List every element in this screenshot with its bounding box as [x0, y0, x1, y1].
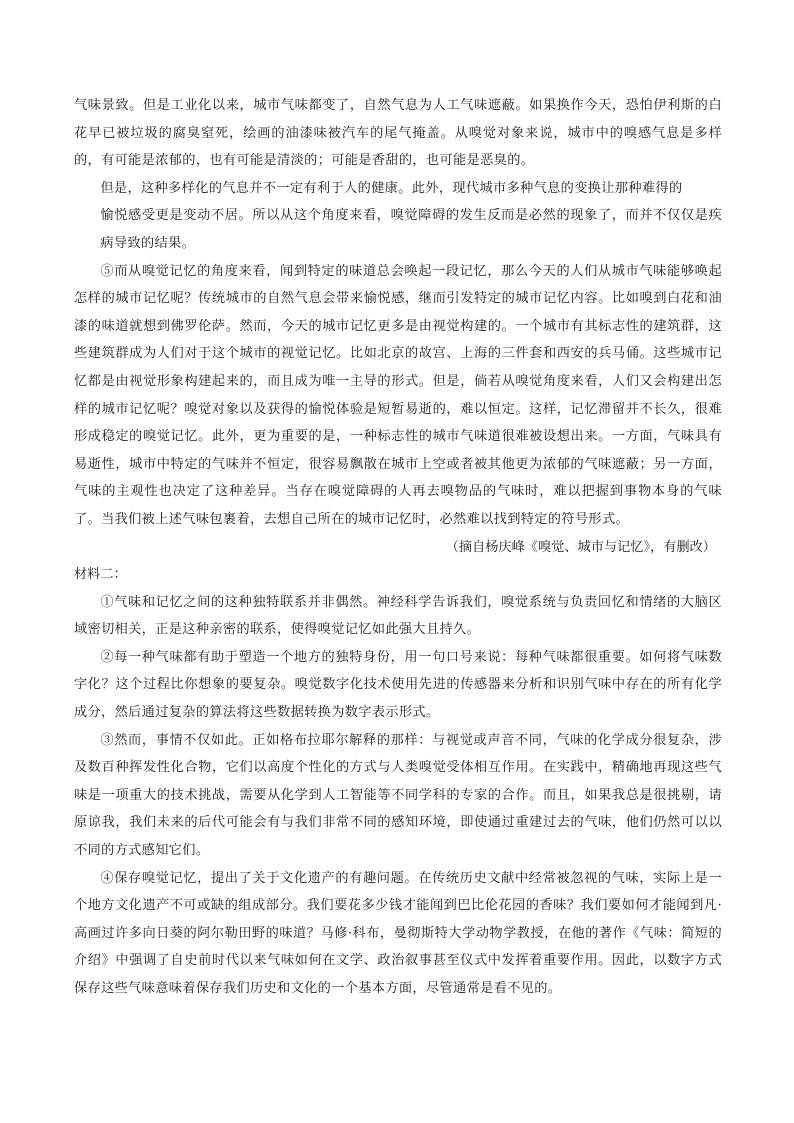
paragraph-5: ⑤而从嗅觉记忆的角度来看，闻到特定的味道总会唤起一段记忆，那么今天的人们从城市气味能够唤起怎样的城市记忆呢？传统城市的自然气息会带来愉悦感，继而引发特定的城市记忆内容。比如嗅到白花和油漆的味道就想到佛罗伦萨。然而，今天的城市记忆更多是由视觉构建的。一个城市有其标志性的建筑群，这些建筑群成为人们对于这个城市的视觉记忆。比如北京的故宫、上海的三件套和西安的兵马俑。这些城市记忆都是由视觉形象构建起来的，而且成为唯一主导的形式。但是，倘若从嗅觉角度来看，人们又会构建出怎样的城市记忆呢？嗅觉对象以及获得的愉悦体验是短暂易逝的，难以恒定。这样，记忆滞留并不长久，很难形成稳定的嗅觉记忆。此外，更为重要的是，一种标志性的城市气味道很难被设想出来。一方面，气味具有易逝性，城市中特定的气味并不恒定，很容易飘散在城市上空或者被其他更为浓郁的气味遮蔽；另一方面，气味的主观性也决定了这种差异。当存在嗅觉障碍的人再去嗅物品的气味时，难以把握到事物本身的气味了。当我们被上述气味包裹着，去想自己所在的城市记忆时，必然难以找到特定的符号形式。: [74, 263, 722, 527]
material-two-paragraph-3: ③然而，事情不仅如此。正如格布拉耶尔解释的那样：与视觉或声音不同，气味的化学成分很复杂，涉及数百种挥发性化合物，它们以高度个性化的方式与人类嗅觉受体相互作用。在实践中，精确地再现这些气味是一项重大的技术挑战，需要从化学到人工智能等不同学科的专家的合作。而且，如果我总是很挑剔，请原谅我，我们未来的后代可能会有与我们非常不同的感知环境，即使通过重建过去的气味，他们仍然可以以不同的方式感知它们。: [74, 732, 722, 859]
material-two-label: 材料二：: [74, 567, 127, 583]
material-two-paragraph-2: ②每一种气味都有助于塑造一个地方的独特身份，用一句口号来说：每种气味都很重要。如何将气味数字化？这个过程比你想象的要复杂。嗅觉数字化技术使用先进的传感器来分析和识别气味中存在的所有化学成分，然后通过复杂的算法将这些数据转换为数字表示形式。: [74, 649, 722, 721]
paragraph-intro: 气味景致。但是工业化以来，城市气味都变了，自然气息为人工气味遮蔽。如果换作今天，恐怕伊利斯的白花早已被垃圾的腐臭窒死，绘画的油漆味被汽车的尾气掩盖。从嗅觉对象来说，城市中的嗅感气息是多样的，有可能是浓郁的，也有可能是清淡的；可能是香甜的，也可能是恶臭的。: [74, 98, 722, 169]
source-citation: （摘自杨庆峰《嗅觉、城市与记忆》，有删改）: [445, 539, 716, 555]
paragraph-but-line1: 但是，这种多样化的气息并不一定有利于人的健康。此外，现代城市多种气息的变换让那种难得的: [100, 180, 683, 196]
material-two-paragraph-1: ①气味和记忆之间的这种独特联系并非偶然。神经科学告诉我们，嗅觉系统与负责回忆和情绪的大脑区域密切相关，正是这种亲密的联系，使得嗅觉记忆如此强大且持久。: [74, 594, 722, 638]
paragraph-but-continued: 愉悦感受更是变动不居。所以从这个角度来看，嗅觉障碍的发生反而是必然的现象了，而并不仅仅是疾病导致的结果。: [100, 208, 722, 251]
material-two-paragraph-4: ④保存嗅觉记忆，提出了关于文化遗产的有趣问题。在传统历史文献中经常被忽视的气味，实际上是一个地方文化遗产不可或缺的组成部分。我们要花多少钱才能闻到巴比伦花园的香味？我们要如何才能闻到凡·高画过许多向日葵的阿尔勒田野的味道？马修·科布，曼彻斯特大学动物学教授，在他的著作《气味：简短的介绍》中强调了自史前时代以来气味如何在文学、政治叙事甚至仪式中发挥着重要作用。因此，以数字方式保存这些气味意味着保存我们历史和文化的一个基本方面，尽管通常是看不见的。: [74, 870, 722, 996]
document-page: [74, 92, 722, 1003]
